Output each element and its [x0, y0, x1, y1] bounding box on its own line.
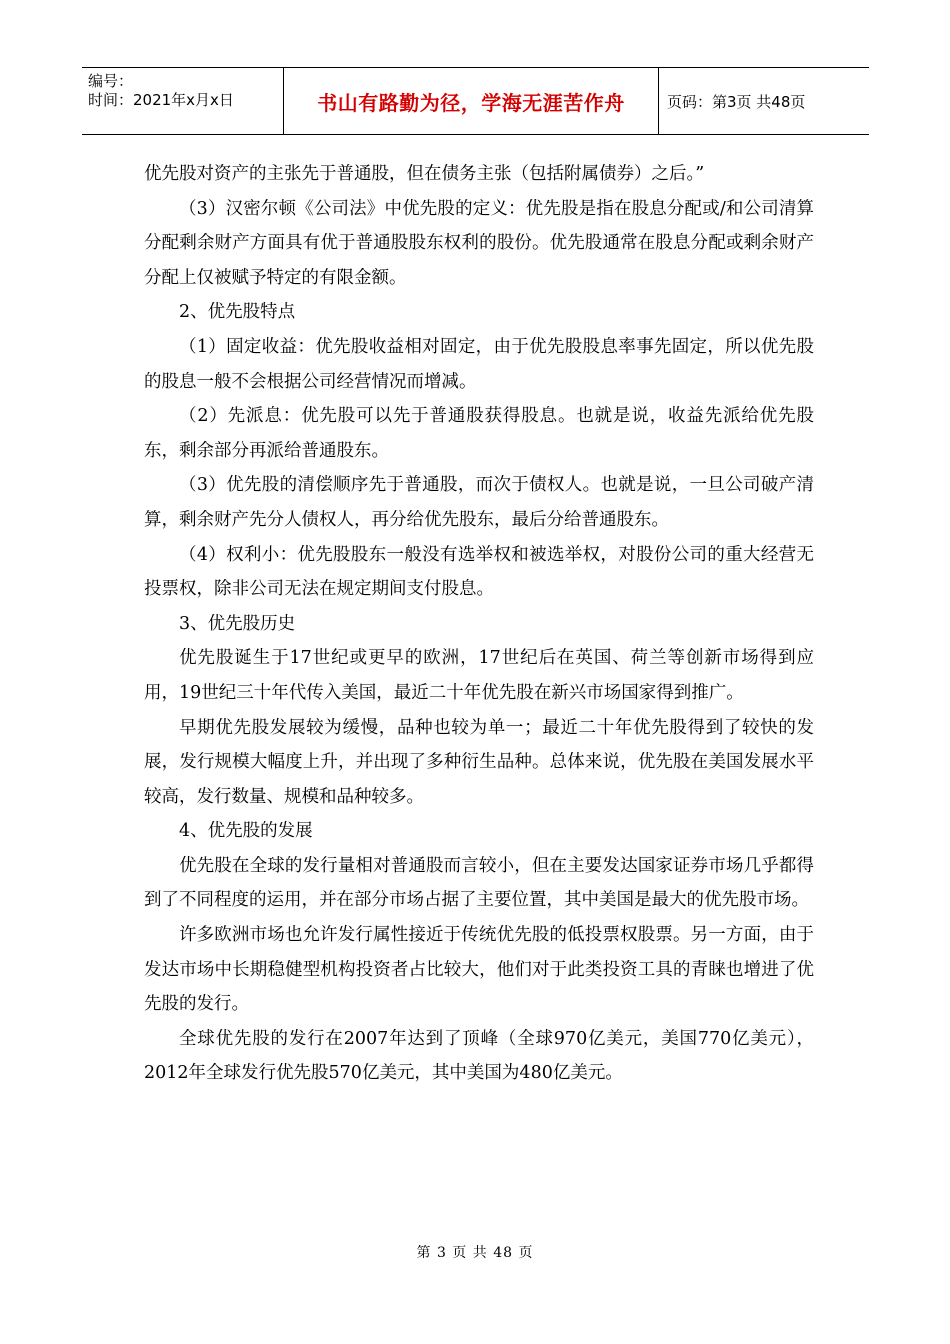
section-heading-features: 2、优先股特点 — [179, 302, 296, 323]
paragraph-liquidation-order: （3）优先股的清偿顺序先于普通股，而次于债权人。也就是说，一旦公司破产清算，剩余财产先分人债权人，再分给优先股东，最后分给普通股东。 — [144, 475, 814, 530]
paragraph-europe-markets: 许多欧洲市场也允许发行属性接近于传统优先股的低投票权股票。另一方面，由于发达市场中长期稳健型机构投资者占比较大，他们对于此类投资工具的青睐也增进了优先股的发行。 — [144, 925, 814, 1015]
document-time-label: 时间：2021年x月x日 — [88, 91, 234, 109]
paragraph-dividend-priority: （2）先派息：优先股可以先于普通股获得股息。也就是说，收益先派给优先股东，剩余部分再派给普通股东。 — [144, 406, 814, 461]
paragraph-hamilton-definition: （3）汉密尔顿《公司法》中优先股的定义：优先股是指在股息分配或/和公司清算分配剩余财产方面具有优于普通股股东权利的股份。优先股通常在股息分配或剩余财产分配上仅被赋予特定的有限金额。 — [144, 198, 814, 288]
header-motto: 书山有路勤为径，学海无涯苦作舟 — [317, 90, 625, 115]
document-code-label: 编号： — [88, 72, 134, 90]
paragraph-history-growth: 早期优先股发展较为缓慢，品种也较为单一；最近二十年优先股得到了较快的发展，发行规模大幅度上升，并出现了多种衍生品种。总体来说，优先股在美国发展水平较高，发行数量、规模和品种较多。 — [144, 717, 814, 807]
paragraph-continuation: 优先股对资产的主张先于普通股，但在债务主张（包括附属债券）之后。” — [144, 164, 705, 184]
section-heading-development: 4、优先股的发展 — [179, 821, 313, 842]
section-heading-history: 3、优先股历史 — [179, 613, 296, 634]
header-page-cell — [659, 68, 869, 134]
paragraph-issuance-figures: 全球优先股的发行在2007年达到了顶峰（全球970亿美元，美国770亿美元），2012年全球发行优先股570亿美元，其中美国为480亿美元。 — [144, 1028, 814, 1084]
page-header — [82, 67, 869, 135]
header-page-info: 页码：第3页 共48页 — [667, 92, 806, 111]
document-body — [144, 157, 814, 1091]
paragraph-fixed-income: （1）固定收益：优先股收益相对固定，由于优先股股息率事先固定，所以优先股的股息一般不会根据公司经营情况而增减。 — [144, 336, 814, 392]
paragraph-global-issuance: 优先股在全球的发行量相对普通股而言较小，但在主要发达国家证券市场几乎都得到了不同程度的运用，并在部分市场占据了主要位置，其中美国是最大的优先股市场。 — [144, 855, 814, 911]
header-meta-cell — [82, 68, 284, 134]
paragraph-history-origin: 优先股诞生于17世纪或更早的欧洲，17世纪后在英国、荷兰等创新市场得到应用，19世纪三十年代传入美国，最近二十年优先股在新兴市场国家得到推广。 — [144, 648, 814, 703]
paragraph-limited-rights: （4）权利小：优先股股东一般没有选举权和被选举权，对股份公司的重大经营无投票权，除非公司无法在规定期间支付股息。 — [144, 544, 814, 600]
header-motto-cell — [284, 68, 659, 134]
page-footer: 第 3 页 共 48 页 — [416, 1245, 534, 1261]
